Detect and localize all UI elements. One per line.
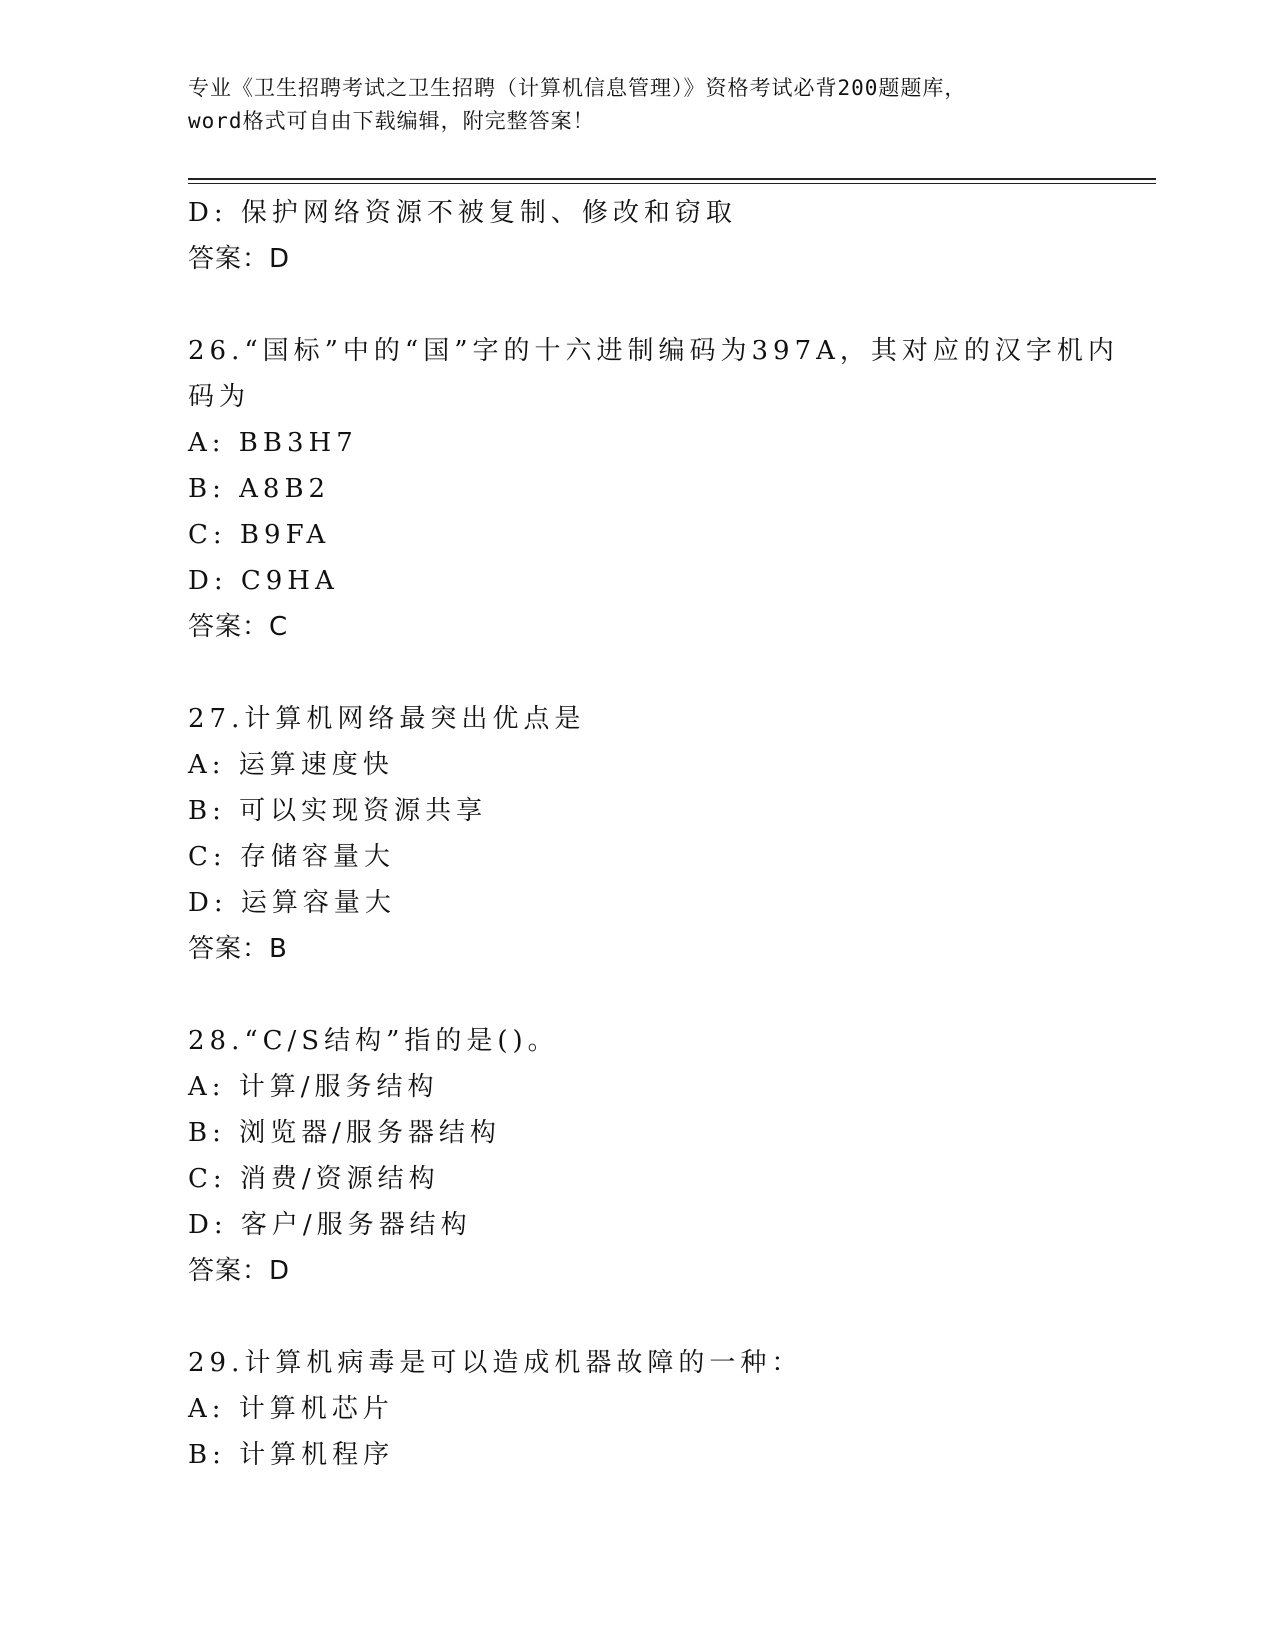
option-c: C: 存储容量大 <box>188 842 395 872</box>
header-divider-thin <box>188 183 1156 184</box>
question-text: 29.计算机病毒是可以造成机器故障的一种： <box>188 1348 803 1378</box>
option-b: B: 计算机程序 <box>188 1440 395 1470</box>
option-c: C: B9FA <box>188 520 331 550</box>
option-a: A: BB3H7 <box>188 428 358 458</box>
question-28 <box>188 1018 1148 1294</box>
option-c: C: 消费/资源结构 <box>188 1164 440 1194</box>
answer: 答案：D <box>188 244 291 274</box>
question-27 <box>188 696 1148 972</box>
option-b: B: 浏览器/服务器结构 <box>188 1118 501 1148</box>
option-b: B: A8B2 <box>188 474 331 504</box>
answer: 答案：D <box>188 1256 291 1286</box>
header-line-1: 专业《卫生招聘考试之卫生招聘（计算机信息管理）》资格考试必背200题题库， <box>188 76 967 100</box>
option-d: D: 保护网络资源不被复制、修改和窃取 <box>188 198 737 228</box>
option-a: A: 计算机芯片 <box>188 1394 394 1424</box>
question-list <box>188 190 1148 1478</box>
question-text: 26.“国标”中的“国”字的十六进制编码为397A，其对应的汉字机内 <box>188 336 1119 366</box>
document-header <box>188 72 1068 138</box>
option-d: D: C9HA <box>188 566 339 596</box>
question-29 <box>188 1340 1148 1478</box>
option-a: A: 运算速度快 <box>188 750 394 780</box>
question-text: 27.计算机网络最突出优点是 <box>188 704 586 734</box>
answer: 答案：C <box>188 612 289 642</box>
option-d: D: 运算容量大 <box>188 888 396 918</box>
option-d: D: 客户/服务器结构 <box>188 1210 472 1240</box>
question-25-tail <box>188 190 1148 282</box>
option-b: B: 可以实现资源共享 <box>188 796 488 826</box>
answer: 答案：B <box>188 934 288 964</box>
question-26 <box>188 328 1148 650</box>
header-line-2: word格式可自由下载编辑，附完整答案！ <box>188 109 595 133</box>
header-divider <box>188 178 1156 180</box>
option-a: A: 计算/服务结构 <box>188 1072 439 1102</box>
question-text-cont: 码为 <box>188 382 251 412</box>
question-text: 28.“C/S结构”指的是()。 <box>188 1026 559 1056</box>
